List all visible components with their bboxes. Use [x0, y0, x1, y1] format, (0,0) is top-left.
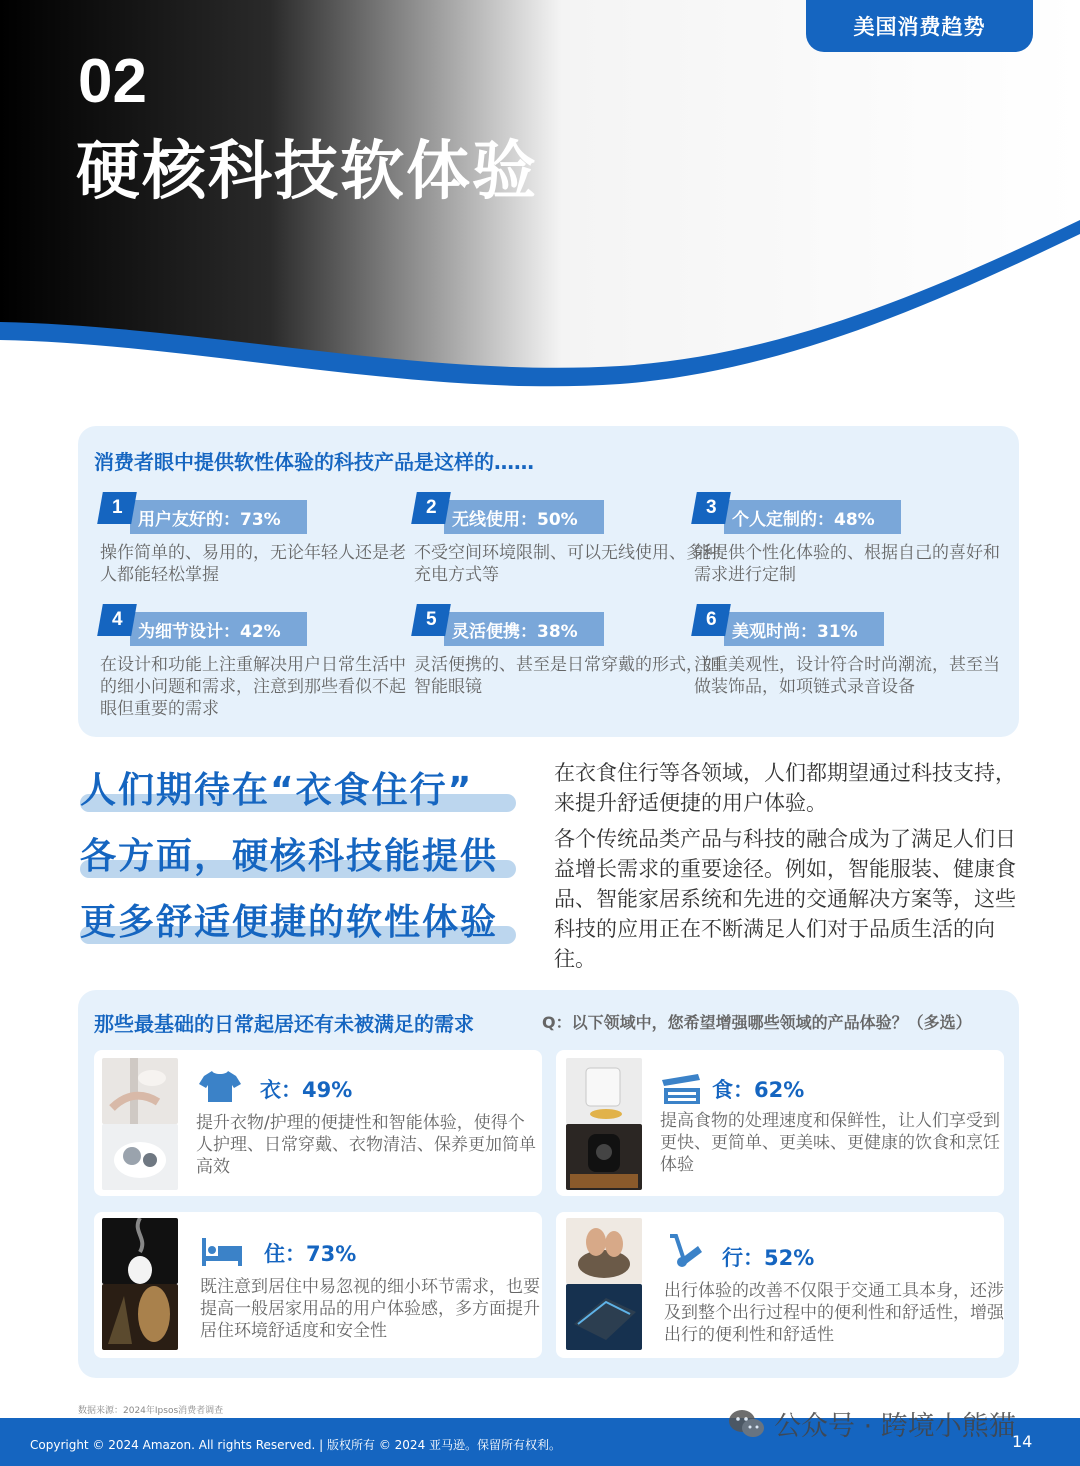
feature-number: 5	[411, 604, 451, 636]
photo-clothing-care	[102, 1058, 178, 1124]
slogan-text: 更多舒适便捷的软性体验	[80, 902, 499, 943]
need-card-food	[556, 1050, 1004, 1196]
feature-desc: 注重美观性，设计符合时尚潮流，甚至当做装饰品，如项链式录音设备	[694, 655, 1000, 697]
card-desc: 提升衣物/护理的便捷性和智能体验，使得个人护理、日常穿戴、衣物清洁、保养更加简单高效	[196, 1113, 536, 1177]
feature-desc: 操作简单的、易用的，无论年轻人还是老人都能轻松掌握	[100, 543, 406, 585]
needs-panel-title: 那些最基础的日常起居还有未被满足的需求	[94, 1012, 474, 1036]
feature-label: 美观时尚：31%	[724, 612, 884, 646]
feature-number: 2	[411, 492, 451, 524]
feature-label: 灵活便携：38%	[444, 612, 604, 646]
feature-item	[414, 492, 724, 586]
feature-desc: 不受空间环境限制、可以无线使用、多种充电方式等	[414, 543, 720, 585]
card-title: 住：73%	[264, 1242, 357, 1266]
feature-number: 6	[691, 604, 731, 636]
chapter-title: 硬核科技软体验	[76, 135, 538, 209]
need-card-transport	[556, 1212, 1004, 1358]
survey-question: Q：以下领域中，您希望增强哪些领域的产品体验？（多选）	[542, 1013, 972, 1032]
scooter-icon	[664, 1232, 708, 1268]
feature-number: 1	[97, 492, 137, 524]
photo-night-light	[102, 1284, 178, 1350]
slogan-text: 各方面，硬核科技能提供	[80, 836, 499, 877]
feature-desc: 在设计和功能上注重解决用户日常生活中的细小问题和需求，注意到那些看似不起眼但重要的需求	[100, 655, 406, 719]
chapter-number: 02	[78, 47, 147, 116]
food-icon	[660, 1070, 704, 1106]
feature-item	[694, 604, 1004, 698]
page-number: 14	[1012, 1432, 1033, 1451]
photo-foot-massager	[566, 1218, 642, 1284]
feature-desc: 灵活便携的、甚至是日常穿戴的形式，如智能眼镜	[414, 655, 720, 697]
features-panel-title: 消费者眼中提供软性体验的科技产品是这样的……	[94, 450, 534, 474]
feature-item	[414, 604, 724, 698]
bed-icon	[200, 1234, 244, 1270]
photo-humidifier	[102, 1218, 178, 1284]
feature-label: 用户友好的：73%	[130, 500, 307, 534]
need-card-housing	[94, 1212, 542, 1358]
feature-label: 无线使用：50%	[444, 500, 604, 534]
slogan-line	[80, 828, 520, 894]
card-title: 衣：49%	[260, 1078, 353, 1102]
feature-label: 个人定制的：48%	[724, 500, 901, 534]
hero-banner	[0, 0, 1080, 400]
section-tag: 美国消费趋势	[806, 0, 1033, 52]
photo-travel-gear	[566, 1284, 642, 1350]
body-paragraph: 各个传统品类产品与科技的融合成为了满足人们日益增长需求的重要途径。例如，智能服装、健康食品、智能家居系统和先进的交通解决方案等，这些科技的应用正在不断满足人们对于品质生活的向往。	[554, 827, 1016, 971]
feature-desc: 能提供个性化体验的、根据自己的喜好和需求进行定制	[694, 543, 1000, 585]
photo-personal-device	[102, 1124, 178, 1190]
copyright: Copyright © 2024 Amazon. All rights Reserved. | 版权所有 © 2024 亚马逊。保留所有权利。	[30, 1438, 562, 1452]
feature-number: 3	[691, 492, 731, 524]
photo-air-fryer	[566, 1124, 642, 1190]
photo-food-container	[566, 1058, 642, 1124]
feature-label: 为细节设计：42%	[130, 612, 307, 646]
feature-item	[694, 492, 1004, 586]
slogan-line	[80, 762, 520, 828]
watermark-text: 公众号 · 跨境小熊猫	[774, 1411, 1016, 1442]
body-paragraph: 在衣食住行等各领域，人们都期望通过科技支持，来提升舒适便捷的用户体验。	[554, 761, 1016, 815]
features-panel	[78, 426, 1019, 737]
feature-item	[100, 492, 410, 586]
slogan-text: 人们期待在“衣食住行”	[80, 770, 474, 811]
card-desc: 出行体验的改善不仅限于交通工具本身，还涉及到整个出行过程中的便利性和舒适性，增强出行的便利性和舒适性	[664, 1281, 1004, 1345]
card-desc: 既注意到居住中易忽视的细小环节需求，也要提高一般居家用品的用户体验感，多方面提升居住环境舒适度和安全性	[200, 1277, 540, 1341]
body-text	[554, 758, 1034, 974]
feature-item	[100, 604, 410, 720]
needs-panel	[78, 990, 1019, 1378]
tshirt-icon	[198, 1068, 242, 1104]
card-desc: 提高食物的处理速度和保鲜性，让人们享受到更快、更简单、更美味、更健康的饮食和烹饪体验	[660, 1111, 1000, 1175]
wechat-icon	[728, 1408, 766, 1440]
watermark	[728, 1404, 1016, 1443]
data-source: 数据来源：2024年Ipsos消费者调查	[78, 1406, 224, 1416]
need-card-clothing	[94, 1050, 542, 1196]
slogan	[80, 762, 520, 960]
feature-number: 4	[97, 604, 137, 636]
card-title: 食：62%	[712, 1078, 805, 1102]
slogan-line	[80, 894, 520, 960]
card-title: 行：52%	[722, 1246, 815, 1270]
